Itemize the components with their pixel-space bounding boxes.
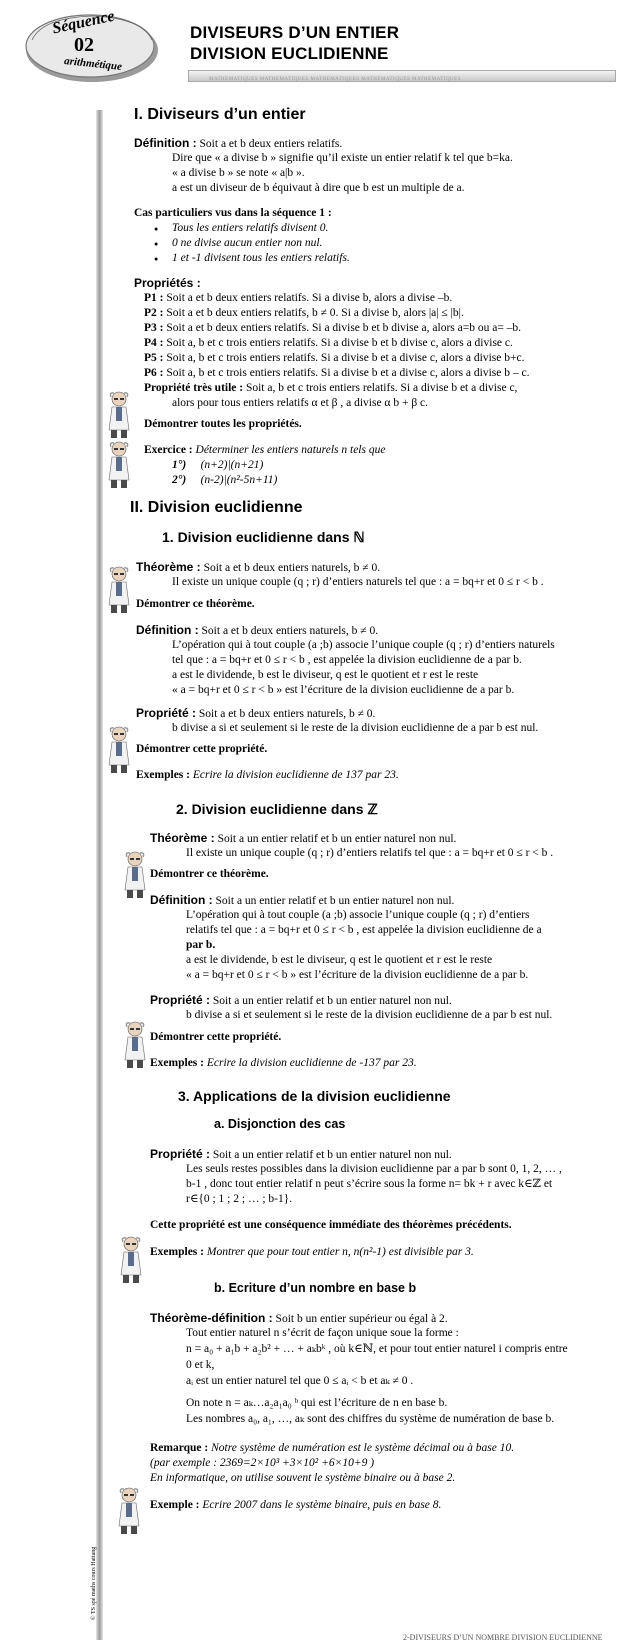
exercise-item: (n+2)|(n+21) bbox=[200, 459, 264, 471]
example-text: Ecrire la division euclidienne de -137 par 23. bbox=[206, 1057, 417, 1069]
definition-line: Soit a un entier relatif et b un entier naturel non nul. bbox=[215, 895, 455, 907]
definition-line: relatifs tel que : a = bq+r et 0 ≤ r < b , est appelée la division euclidienne de a bbox=[186, 924, 542, 936]
subsection-3b-heading: b. Ecriture d’un nombre en base b bbox=[214, 1281, 417, 1295]
example-label: Exemple : bbox=[150, 1499, 200, 1511]
demo-instruction: Démontrer cette propriété. bbox=[136, 743, 268, 755]
exercise-item-key: 2°) bbox=[172, 474, 187, 486]
subsection-3-heading: 3. Applications de la division euclidienne bbox=[178, 1088, 451, 1104]
theorem-text: Il existe un unique couple (q ; r) d’entiers relatifs tel que : a = bq+r et 0 ≤ r < b . bbox=[186, 847, 554, 859]
subsection-3a-heading: a. Disjonction des cas bbox=[214, 1117, 346, 1131]
definition-line: Soit a et b deux entiers relatifs. bbox=[199, 138, 343, 150]
property-text: b divise a si et seulement si le reste de la division euclidienne de a par b est nul. bbox=[172, 722, 539, 734]
exercise-text: Déterminer les entiers naturels n tels que bbox=[195, 444, 386, 456]
remark-text: En informatique, on utilise souvent le système binaire ou à base 2. bbox=[150, 1472, 456, 1484]
list-item: ● 0 ne divise aucun entier non nul. bbox=[172, 236, 322, 251]
example-text: Ecrire la division euclidienne de 137 par 23. bbox=[192, 769, 399, 781]
property-label: Propriété : bbox=[150, 1147, 211, 1161]
exercise-label: Exercice : bbox=[144, 444, 193, 456]
remark-text: Notre système de numération est le système décimal ou à base 10. bbox=[211, 1442, 515, 1454]
subsection-1-heading: 1. Division euclidienne dans ℕ bbox=[162, 529, 365, 545]
example-text: Montrer que pour tout entier n, n(n²-1) est divisible par 3. bbox=[206, 1246, 474, 1258]
professor-icon bbox=[106, 725, 132, 775]
demo-instruction: Démontrer toutes les propriétés. bbox=[144, 418, 302, 430]
sequence-number: 02 bbox=[74, 34, 94, 56]
page-title bbox=[190, 22, 399, 64]
property-key: P4 : bbox=[144, 337, 164, 349]
property-text: Soit a, b et c trois entiers relatifs. Si a divise b et b divise c, alors a divise c. bbox=[166, 337, 513, 349]
definition-line: Soit a et b deux entiers naturels, b ≠ 0. bbox=[201, 625, 379, 637]
property-key: P1 : bbox=[144, 292, 164, 304]
example-text: Ecrire 2007 dans le système binaire, puis en base 8. bbox=[202, 1499, 442, 1511]
sequence-badge bbox=[22, 7, 162, 84]
exercise-item: (n-2)|(n²-5n+11) bbox=[200, 474, 278, 486]
exercise-item-key: 1°) bbox=[172, 459, 187, 471]
theorem-text: Soit b un entier supérieur ou égal à 2. bbox=[275, 1313, 448, 1325]
property-text: Soit a, b et c trois entiers relatifs. Si a divise b et a divise c, alors a divise b – c. bbox=[166, 367, 530, 379]
section-2-heading: II. Division euclidienne bbox=[130, 499, 303, 516]
definition-label: Définition : bbox=[136, 623, 199, 637]
theorem-definition-label: Théorème-définition : bbox=[150, 1311, 273, 1325]
side-rule bbox=[96, 110, 103, 1640]
page-footer: 2-DIVISEURS D’UN NOMBRE DIVISION EUCLIDIENNE bbox=[403, 1633, 603, 1642]
list-item: ● Tous les entiers relatifs divisent 0. bbox=[172, 221, 328, 236]
definition-line: « a = bq+r et 0 ≤ r < b » est l’écriture de la division euclidienne de a par b. bbox=[172, 684, 515, 696]
property-text: Soit a et b deux entiers relatifs. Si a divise b et b divise a, alors a=b ou a= –b. bbox=[166, 322, 522, 334]
property-text: Les seuls restes possibles dans la division euclidienne par a par b sont 0, 1, 2, … , bbox=[186, 1163, 562, 1175]
property-text: Soit a un entier relatif et b un entier naturel non nul. bbox=[212, 1149, 452, 1161]
list-item: ● 1 et -1 divisent tous les entiers relatifs. bbox=[172, 251, 350, 266]
theorem-text: Soit a un entier relatif et b un entier naturel non nul. bbox=[217, 833, 457, 845]
property-text: Soit a, b et c trois entiers relatifs. Si a divise b et a divise c, alors a divise b+c. bbox=[166, 352, 525, 364]
theorem-text: n = a₀ + a₁b + a₂b² + … + aₖbᵏ , où k∈ℕ, et pour tout entier naturel i compris entre bbox=[186, 1343, 568, 1355]
demo-instruction: Démontrer ce théorème. bbox=[136, 598, 255, 610]
theorem-text: Tout entier naturel n s’écrit de façon unique soue la forme : bbox=[186, 1327, 459, 1339]
property-text: Soit a et b deux entiers relatifs. Si a divise b, alors a divise –b. bbox=[166, 292, 453, 304]
examples-label: Exemples : bbox=[150, 1246, 204, 1258]
professor-icon bbox=[106, 565, 132, 615]
property-text: Soit a et b deux entiers relatifs, b ≠ 0. Si a divise b, alors |a| ≤ |b|. bbox=[166, 307, 464, 319]
professor-icon bbox=[106, 390, 132, 440]
property-key: P2 : bbox=[144, 307, 164, 319]
demo-instruction: Démontrer ce théorème. bbox=[150, 868, 269, 880]
side-credit: © TS spé maths cours Hattang bbox=[91, 1546, 97, 1620]
theorem-text: Il existe un unique couple (q ; r) d’entiers naturels tel que : a = bq+r et 0 ≤ r < b . bbox=[172, 576, 544, 588]
special-cases-title: Cas particuliers vus dans la séquence 1 : bbox=[134, 207, 332, 219]
property-label: Propriété : bbox=[136, 706, 197, 720]
property-text: Soit a un entier relatif et b un entier naturel non nul. bbox=[212, 995, 452, 1007]
theorem-text: On note n = aₖ…a₂a₁a₀ ᵇ qui est l’écriture de n en base b. bbox=[186, 1397, 448, 1409]
property-key: P3 : bbox=[144, 322, 164, 334]
definition-line: L’opération qui à tout couple (a ;b) associe l’unique couple (q ; r) d’entiers naturels bbox=[172, 639, 555, 651]
sequence-word: Séquence bbox=[50, 7, 117, 38]
definition-line: L’opération qui à tout couple (a ;b) associe l’unique couple (q ; r) d’entiers bbox=[186, 909, 530, 921]
theorem-label: Théorème : bbox=[136, 560, 201, 574]
definition-label: Définition : bbox=[134, 136, 197, 150]
property-text: b divise a si et seulement si le reste de la division euclidienne de a par b est nul. bbox=[186, 1009, 553, 1021]
property-label: Propriété : bbox=[150, 993, 211, 1007]
property-text: Soit a, b et c trois entiers relatifs. Si a divise b et a divise c, bbox=[245, 382, 518, 394]
professor-icon bbox=[116, 1486, 142, 1536]
definition-line: a est un diviseur de b équivaut à dire que b est un multiple de a. bbox=[172, 182, 465, 194]
property-key: P6 : bbox=[144, 367, 164, 379]
definition-line: a est le dividende, b est le diviseur, q est le quotient et r est le reste bbox=[172, 669, 479, 681]
remark-text: (par exemple : 2369=2×10³ +3×10² +6×10+9 ) bbox=[150, 1457, 375, 1469]
title-line-2: DIVISION EUCLIDIENNE bbox=[190, 44, 389, 63]
demo-instruction: Démontrer cette propriété. bbox=[150, 1031, 282, 1043]
professor-icon bbox=[106, 440, 132, 490]
examples-label: Exemples : bbox=[150, 1057, 204, 1069]
property-text: alors pour tous entiers relatifs α et β , a divise α b + β c. bbox=[172, 397, 429, 409]
definition-line: tel que : a = bq+r et 0 ≤ r < b , est appelée la division euclidienne de a par b. bbox=[172, 654, 522, 666]
subsection-2-heading: 2. Division euclidienne dans ℤ bbox=[176, 801, 378, 817]
professor-icon bbox=[122, 850, 148, 900]
professor-icon bbox=[122, 1020, 148, 1070]
property-key: P5 : bbox=[144, 352, 164, 364]
property-text: r∈{0 ; 1 ; 2 ; … ; b-1}. bbox=[186, 1193, 293, 1205]
consequence-note: Cette propriété est une conséquence immédiate des théorèmes précédents. bbox=[150, 1219, 512, 1231]
property-text: b-1 , donc tout entier relatif n peut s’écrire sous la forme n= bk + r avec k∈ℤ et bbox=[186, 1178, 553, 1190]
header-bar-text: MATHEMATIQUES MATHEMATIQUES MATHEMATIQUES MATHEMATIQUES MATHEMATIQUES bbox=[209, 77, 461, 82]
sequence-subject: arithmétique bbox=[63, 54, 123, 74]
theorem-text: Soit a et b deux entiers naturels, b ≠ 0. bbox=[203, 562, 381, 574]
header-bar bbox=[188, 70, 616, 82]
definition-line: a est le dividende, b est le diviseur, q est le quotient et r est le reste bbox=[186, 954, 493, 966]
theorem-text: Les nombres a₀, a₁, …, aₖ sont des chiffres du système de numération de base b. bbox=[186, 1413, 555, 1425]
definition-line: « a divise b » se note « a|b ». bbox=[172, 167, 305, 179]
definition-line: Dire que « a divise b » signifie qu’il existe un entier relatif k tel que b=ka. bbox=[172, 152, 513, 164]
useful-property-label: Propriété très utile : bbox=[144, 382, 244, 394]
examples-label: Exemples : bbox=[136, 769, 190, 781]
title-line-1: DIVISEURS D’UN ENTIER bbox=[190, 23, 400, 42]
definition-line: « a = bq+r et 0 ≤ r < b » est l’écriture de la division euclidienne de a par b. bbox=[186, 969, 529, 981]
property-text: Soit a et b deux entiers naturels, b ≠ 0. bbox=[198, 708, 376, 720]
theorem-text: 0 et k, bbox=[186, 1359, 215, 1371]
theorem-text: aᵢ est un entier naturel tel que 0 ≤ aᵢ < b et aₖ ≠ 0 . bbox=[186, 1375, 414, 1387]
section-1-heading: I. Diviseurs d’un entier bbox=[134, 106, 306, 123]
definition-label: Définition : bbox=[150, 893, 213, 907]
properties-label: Propriétés : bbox=[134, 276, 201, 290]
definition-line: par b. bbox=[186, 939, 216, 951]
professor-icon bbox=[118, 1235, 144, 1285]
remark-label: Remarque : bbox=[150, 1442, 209, 1454]
theorem-label: Théorème : bbox=[150, 831, 215, 845]
